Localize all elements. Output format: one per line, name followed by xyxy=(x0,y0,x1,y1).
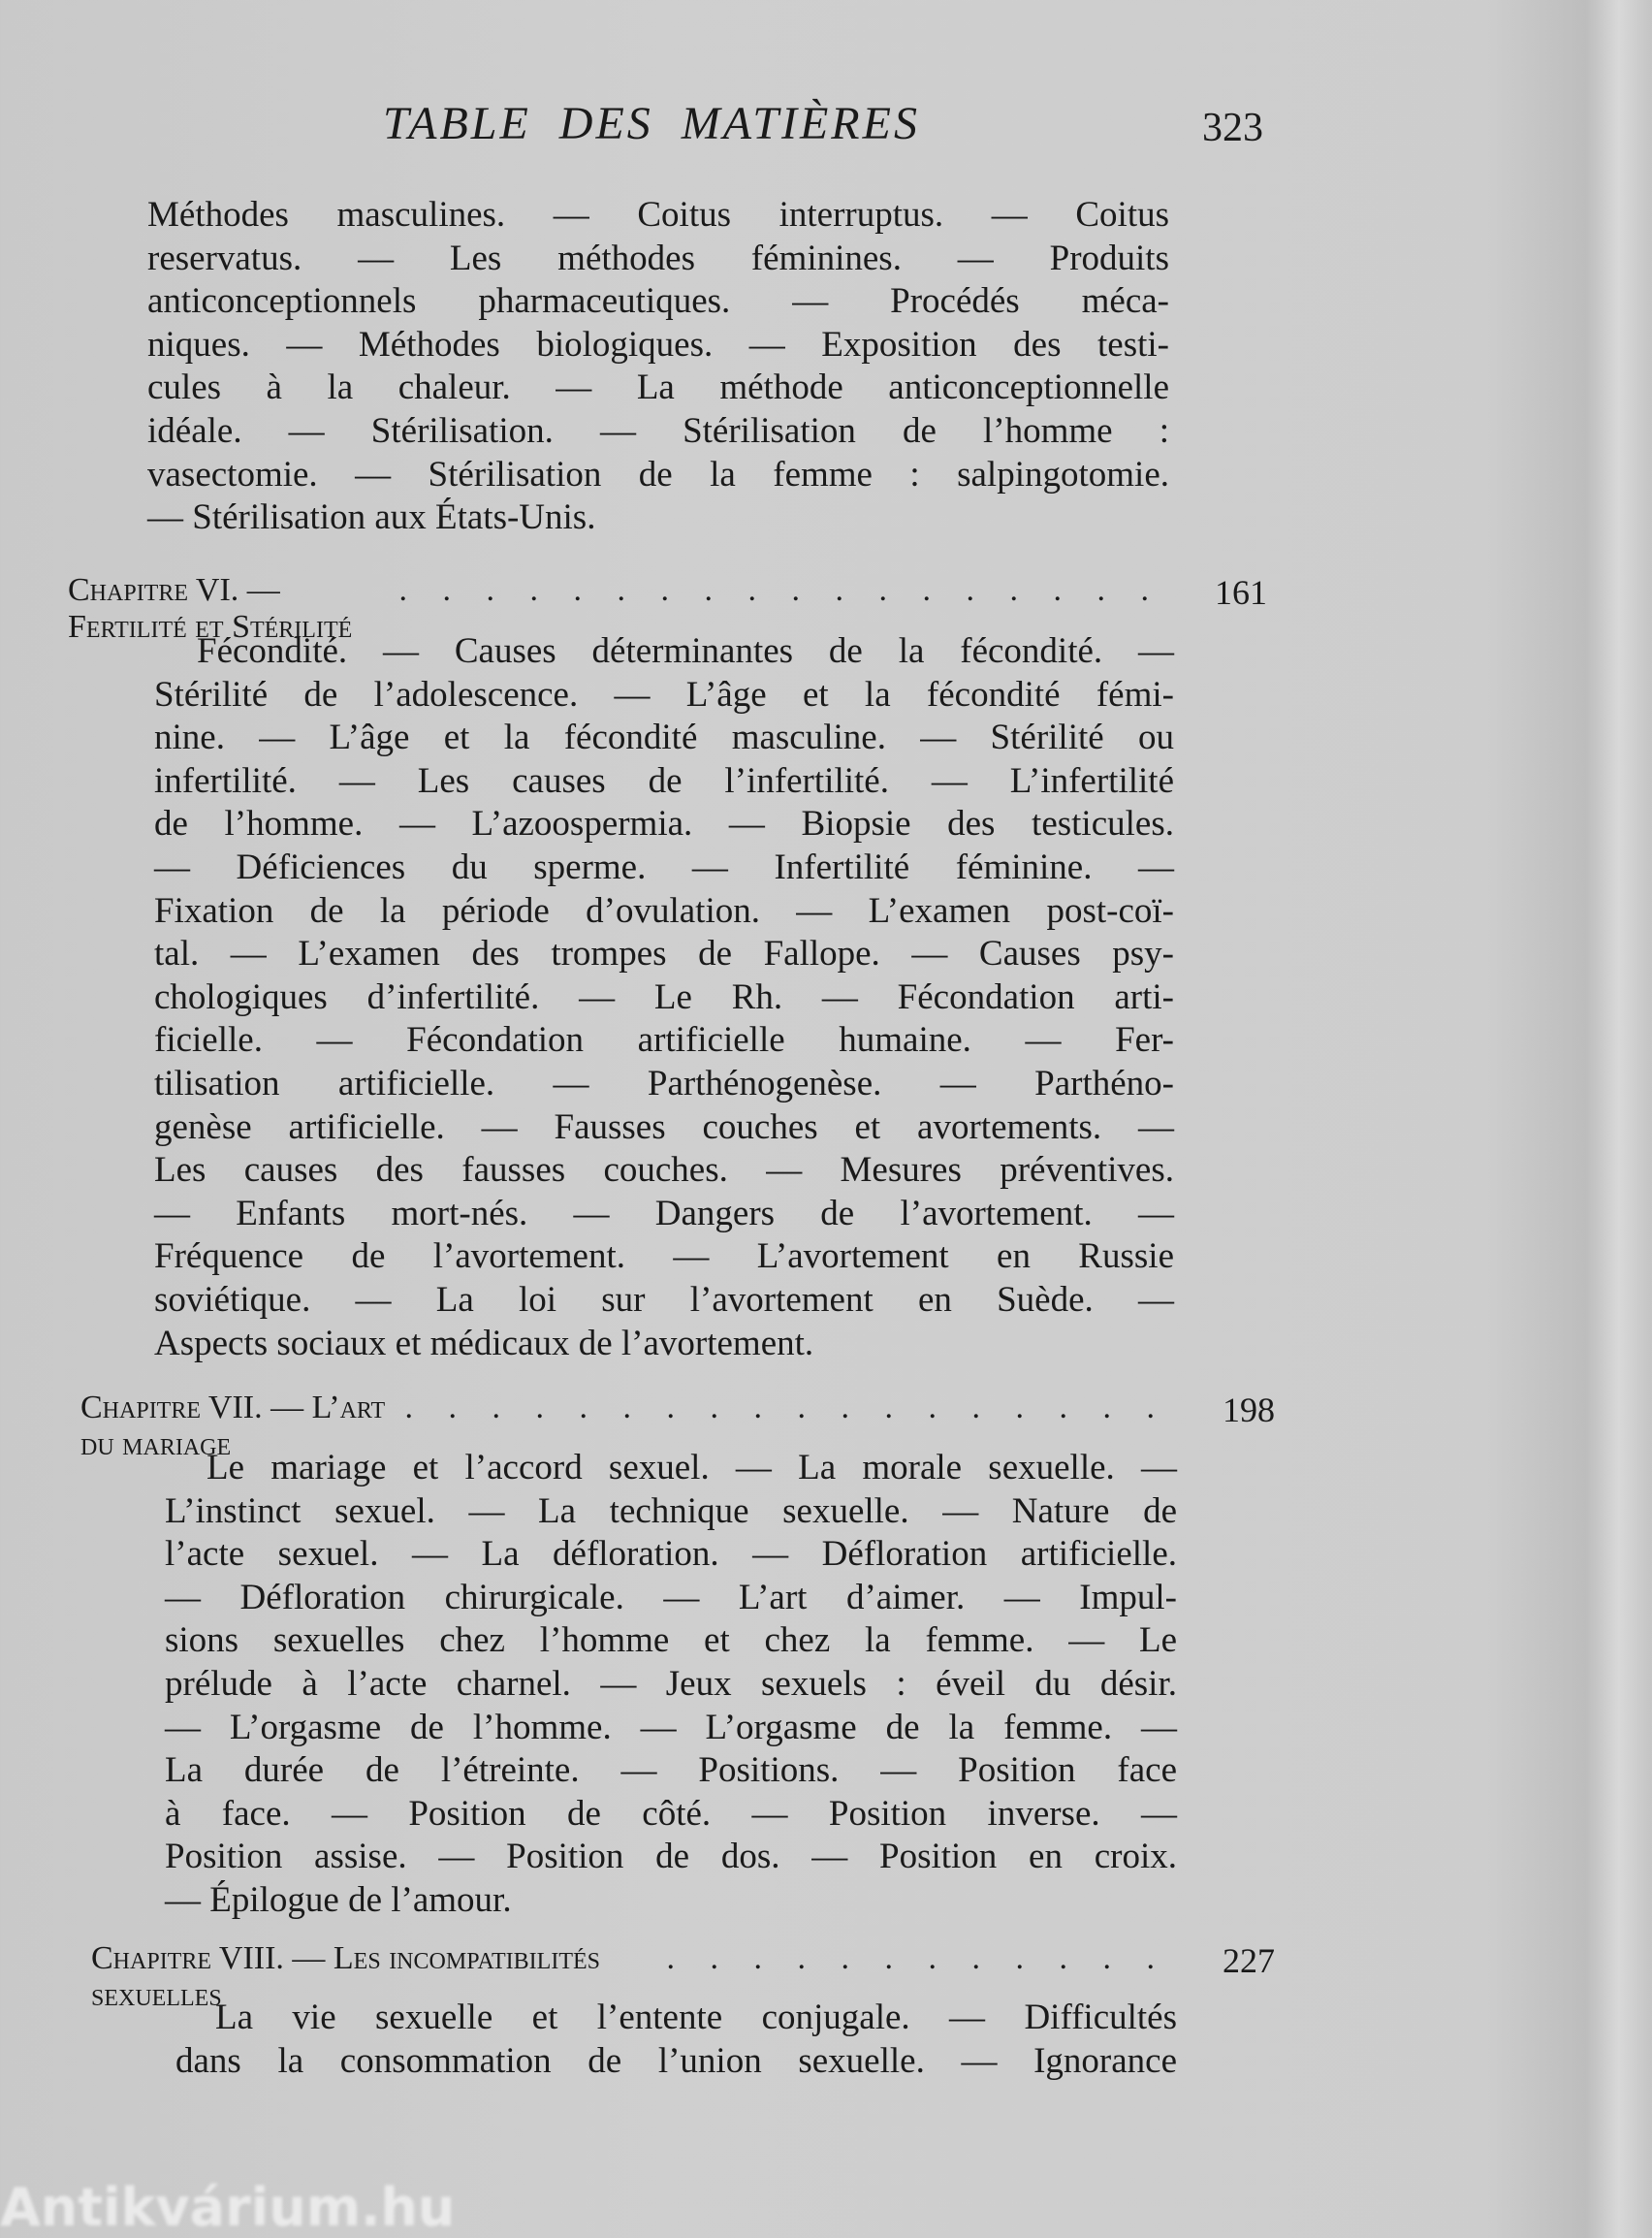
summary-line: — Défloration chirurgicale. — L’art d’aimer. — Impul- xyxy=(165,1577,1177,1617)
summary-line: Le mariage et l’accord sexuel. — La morale sexuelle. — xyxy=(206,1448,1177,1487)
summary-line: vasectomie. — Stérilisation de la femme : salpingotomie. xyxy=(147,454,1169,495)
summary-line: — Enfants mort-nés. — Dangers de l’avortement. — xyxy=(154,1193,1174,1233)
summary-line: Position assise. — Position de dos. — Position en croix. xyxy=(165,1837,1177,1877)
summary-line: sions sexuelles chez l’homme et chez la femme. — Le xyxy=(165,1620,1177,1661)
summary-line: tilisation artificielle. — Parthénogenèse. — Parthéno- xyxy=(154,1063,1174,1103)
summary-line: chologiques d’infertilité. — Le Rh. — Fécondation arti- xyxy=(154,976,1174,1017)
summary-line: cules à la chaleur. — La méthode anticonceptionnelle xyxy=(147,368,1169,408)
page-number: 323 xyxy=(1202,106,1263,150)
summary-line: genèse artificielle. — Fausses couches et avortements. — xyxy=(154,1106,1174,1147)
summary-line: niques. — Méthodes biologiques. — Exposition des testi- xyxy=(147,324,1169,365)
summary-line: Stérilité de l’adolescence. — L’âge et la fécondité fémi- xyxy=(154,674,1174,715)
summary-line: L’instinct sexuel. — La technique sexuelle. — Nature de xyxy=(165,1490,1177,1531)
summary-line: — Épilogue de l’amour. xyxy=(165,1879,512,1920)
summary-line: l’acte sexuel. — La défloration. — Défloration artificielle. xyxy=(165,1534,1177,1575)
chapter-title: Chapitre VII. — L’art du mariage xyxy=(80,1390,386,1462)
summary-line: La vie sexuelle et l’entente conjugale. — Difficultés xyxy=(215,1998,1177,2037)
summary-line: ficielle. — Fécondation artificielle humaine. — Fer- xyxy=(154,1020,1174,1061)
summary-line: Méthodes masculines. — Coitus interruptus. — Coitus xyxy=(147,195,1169,235)
dot-leader: . . . . . . . . . . . . . . . . . . xyxy=(404,1390,1168,1425)
summary-line: Fréquence de l’avortement. — L’avortement en Russie xyxy=(154,1236,1174,1277)
summary-line: Aspects sociaux et médicaux de l’avortement. xyxy=(154,1323,814,1363)
dot-leader: . . . . . . . . . . . . xyxy=(666,1940,1168,1976)
summary-line: prélude à l’acte charnel. — Jeux sexuels : éveil du désir. xyxy=(165,1663,1177,1704)
summary-line: — Stérilisation aux États-Unis. xyxy=(147,497,596,538)
dot-leader: . . . . . . . . . . . . . . . . . . xyxy=(398,572,1162,608)
chapter-vii-summary xyxy=(165,1447,1177,1923)
summary-line: infertilité. — Les causes de l’infertilité. — L’infertilité xyxy=(154,760,1174,801)
summary-line: de l’homme. — L’azoospermia. — Biopsie des testicules. xyxy=(154,804,1174,845)
summary-line: nine. — L’âge et la fécondité masculine. — Stérilité ou xyxy=(154,718,1174,758)
summary-line: dans la consommation de l’union sexuelle. — Ignorance xyxy=(175,2040,1177,2081)
summary-line: La durée de l’étreinte. — Positions. — Position face xyxy=(165,1750,1177,1791)
summary-line: Fixation de la période d’ovulation. — L’examen post-coï- xyxy=(154,890,1174,931)
running-header-title: TABLE DES MATIÈRES xyxy=(383,98,920,149)
summary-line: tal. — L’examen des trompes de Fallope. — Causes psy- xyxy=(154,934,1174,975)
summary-line: Les causes des fausses couches. — Mesures préventives. xyxy=(154,1150,1174,1191)
chapter-v-summary-continued xyxy=(147,194,1169,540)
chapter-page: 161 xyxy=(1215,573,1267,612)
chapter-title: Chapitre VI. — Fertilité et Stérilité xyxy=(68,572,353,645)
summary-line: à face. — Position de côté. — Position inverse. — xyxy=(165,1793,1177,1834)
summary-line: Fécondité. — Causes déterminantes de la fécondité. — xyxy=(197,631,1174,671)
chapter-viii-summary xyxy=(175,1997,1177,2083)
summary-line: idéale. — Stérilisation. — Stérilisation de l’homme : xyxy=(147,410,1169,451)
watermark: Antikvárium.hu xyxy=(0,2177,456,2238)
chapter-title: Chapitre VIII. — Les incompatibilités sexuelles xyxy=(91,1940,600,2013)
chapter-page: 227 xyxy=(1223,1941,1275,1980)
summary-line: reservatus. — Les méthodes féminines. — Produits xyxy=(147,238,1169,278)
chapter-vi-summary xyxy=(154,630,1174,1365)
chapter-page: 198 xyxy=(1223,1391,1275,1429)
summary-line: anticonceptionnels pharmaceutiques. — Procédés méca- xyxy=(147,281,1169,322)
summary-line: — L’orgasme de l’homme. — L’orgasme de la femme. — xyxy=(165,1707,1177,1747)
summary-line: soviétique. — La loi sur l’avortement en Suède. — xyxy=(154,1279,1174,1320)
summary-line: — Déficiences du sperme. — Infertilité féminine. — xyxy=(154,847,1174,887)
